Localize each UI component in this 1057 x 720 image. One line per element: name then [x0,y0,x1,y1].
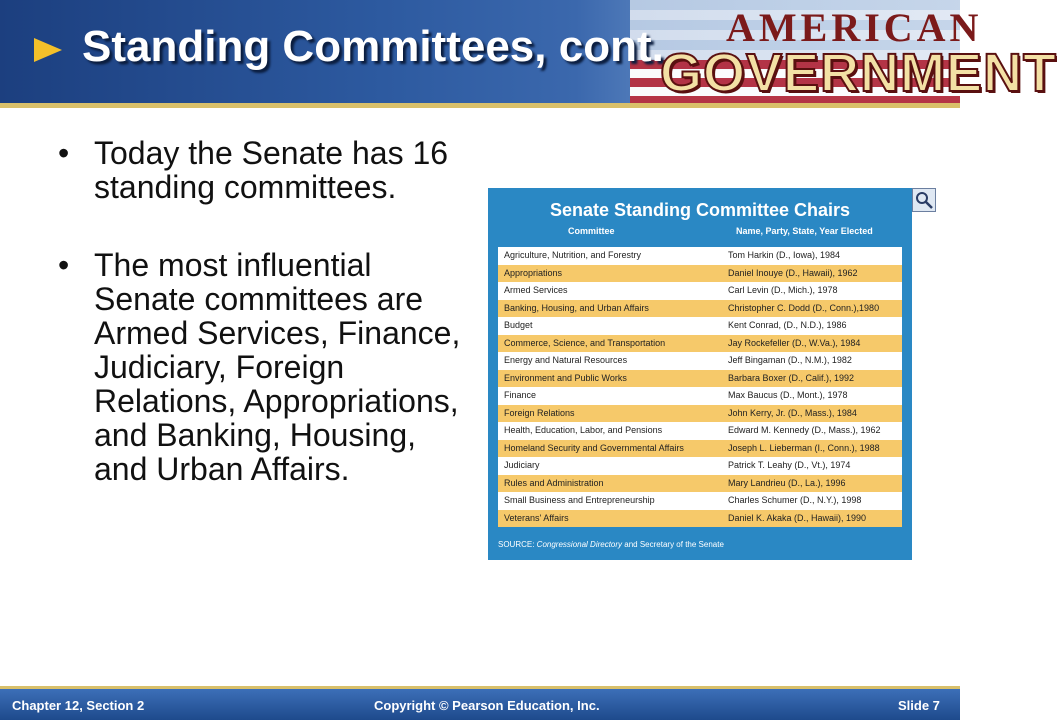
committee-chair: John Kerry, Jr. (D., Mass.), 1984 [728,407,857,418]
committee-chair: Charles Schumer (D., N.Y.), 1998 [728,495,862,505]
committee-chair: Joseph L. Lieberman (I., Conn.), 1988 [728,442,880,453]
committee-name: Agriculture, Nutrition, and Forestry [504,250,642,260]
committee-chair: Jay Rockefeller (D., W.Va.), 1984 [728,337,861,348]
column-header-committee: Committee [568,226,615,236]
bullet-item [58,248,478,486]
committee-name: Rules and Administration [504,477,604,488]
committee-chair: Carl Levin (D., Mich.), 1978 [728,285,838,295]
column-header-chair: Name, Party, State, Year Elected [736,226,873,236]
committee-name: Veterans' Affairs [504,512,569,523]
bullet-list [58,136,478,530]
table-row [498,300,902,318]
table-title: Senate Standing Committee Chairs [549,200,851,220]
committee-name: Appropriations [504,267,563,278]
committee-name: Commerce, Science, and Transportation [504,337,666,348]
table-row [498,457,902,475]
footer-copyright: Copyright © Pearson Education, Inc. [374,698,600,713]
bullet-text: The most influential Senate committees are Armed Services, Finance, Judiciary, Foreign Relations, Appropriations, and Banking, Housing, and Urban Affairs. [94,247,461,487]
committee-name: Budget [504,320,533,330]
committee-name: Energy and Natural Resources [504,355,628,365]
slide-title: Standing Committees, cont. [82,22,664,71]
committee-chair: Kent Conrad, (D., N.D.), 1986 [728,320,847,330]
bullet-item [58,136,478,204]
zoom-icon[interactable] [912,188,936,212]
table-row [498,422,902,440]
brand-american: AMERICAN [726,5,983,50]
table-row [498,282,902,300]
committee-chair: Daniel Inouye (D., Hawaii), 1962 [728,267,858,278]
table-row [498,265,902,283]
committee-name: Small Business and Entrepreneurship [504,495,655,505]
committee-name: Armed Services [504,285,568,295]
committee-name: Homeland Security and Governmental Affairs [504,442,684,453]
table-body [498,247,902,528]
table-row [498,387,902,405]
committee-name: Finance [504,390,537,400]
brand-government: GOVERNMENT [660,43,1057,103]
table-row [498,510,902,528]
bullet-text: Today the Senate has 16 standing committees. [94,135,449,205]
committee-chair: Edward M. Kennedy (D., Mass.), 1962 [728,425,881,435]
table-source: SOURCE: Congressional Directory and Secretary of the Senate [498,540,724,549]
table-row [498,317,902,335]
footer-bar [0,686,960,720]
committee-name: Judiciary [504,460,540,470]
committee-name: Environment and Public Works [504,372,627,383]
table-row [498,440,902,458]
footer-chapter: Chapter 12, Section 2 [12,698,145,713]
committee-name: Foreign Relations [504,407,575,418]
table-row [498,492,902,510]
committee-chair: Barbara Boxer (D., Calif.), 1992 [728,372,855,383]
committee-chair: Mary Landrieu (D., La.), 1996 [728,477,846,488]
table-row [498,247,902,265]
table-row [498,352,902,370]
committee-chair: Jeff Bingaman (D., N.M.), 1982 [728,355,852,365]
committee-name: Banking, Housing, and Urban Affairs [504,302,649,313]
committee-chair: Daniel K. Akaka (D., Hawaii), 1990 [728,512,867,523]
committee-chair: Max Baucus (D., Mont.), 1978 [728,390,848,400]
table-row [498,335,902,353]
table-row [498,370,902,388]
committee-chair: Tom Harkin (D., Iowa), 1984 [728,250,841,260]
table-row [498,405,902,423]
committee-chair: Patrick T. Leahy (D., Vt.), 1974 [728,460,851,470]
bullet-dot-icon: • [58,135,70,171]
title-arrow-icon [34,38,62,62]
committee-chair: Christopher C. Dodd (D., Conn.),1980 [728,302,880,313]
committee-name: Health, Education, Labor, and Pensions [504,425,663,435]
committee-chairs-table [488,188,912,560]
bullet-dot-icon: • [58,247,70,283]
footer-slide-number: Slide 7 [898,698,940,713]
table-row [498,475,902,493]
